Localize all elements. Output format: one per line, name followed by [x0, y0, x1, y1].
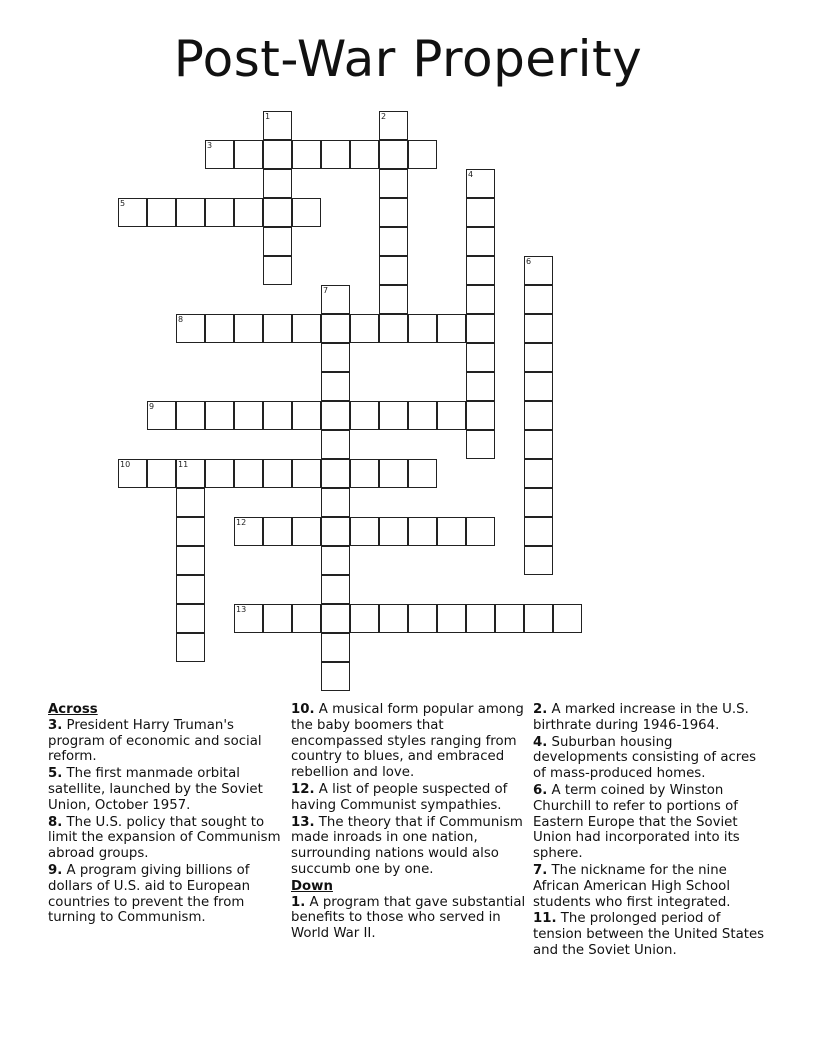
grid-cell[interactable]: [524, 459, 553, 488]
clue-down-11: 11. The prolonged period of tension between the United States and the Soviet Union.: [533, 911, 765, 958]
grid-cell[interactable]: [292, 140, 321, 169]
grid-cell[interactable]: [263, 227, 292, 256]
grid-cell[interactable]: [466, 343, 495, 372]
grid-cell[interactable]: [524, 256, 553, 285]
grid-cell[interactable]: [466, 430, 495, 459]
grid-cell[interactable]: [350, 401, 379, 430]
grid-cell[interactable]: [263, 401, 292, 430]
grid-cell[interactable]: [350, 314, 379, 343]
clue-down-7: 7. The nickname for the nine African American High School students who first integrated.: [533, 862, 731, 910]
grid-cell[interactable]: [466, 169, 495, 198]
clue-across-5: 5. The first manmade orbital satellite, launched by the Soviet Union, October 1957.: [48, 766, 263, 813]
grid-cell[interactable]: [408, 314, 437, 343]
grid-cell[interactable]: [234, 314, 263, 343]
grid-cell[interactable]: [263, 140, 292, 169]
grid-cell[interactable]: [466, 285, 495, 314]
grid-cell[interactable]: [321, 662, 350, 691]
grid-cell[interactable]: [118, 459, 147, 488]
grid-cell[interactable]: [292, 401, 321, 430]
clue-number: 3: [207, 141, 213, 150]
clue-across-3: 3. President Harry Truman's program of economic and social reform.: [48, 717, 262, 765]
grid-cell[interactable]: [408, 401, 437, 430]
clue-number: 4: [468, 170, 474, 179]
grid-cell[interactable]: [553, 604, 582, 633]
grid-cell[interactable]: [321, 546, 350, 575]
grid-cell[interactable]: [176, 546, 205, 575]
clue-number: 6: [526, 257, 532, 266]
grid-cell[interactable]: [321, 285, 350, 314]
grid-cell[interactable]: [321, 575, 350, 604]
grid-cell[interactable]: [379, 314, 408, 343]
grid-cell[interactable]: [176, 517, 205, 546]
grid-cell[interactable]: [234, 140, 263, 169]
grid-cell[interactable]: [379, 111, 408, 140]
clue-number: 9: [149, 402, 155, 411]
grid-cell[interactable]: [321, 430, 350, 459]
grid-cell[interactable]: [176, 314, 205, 343]
grid-cell[interactable]: [176, 198, 205, 227]
grid-cell[interactable]: [263, 111, 292, 140]
grid-cell[interactable]: [263, 256, 292, 285]
clue-across-10: 10. A musical form popular among the baby boomers that encompassed styles ranging from country to blues, and embraced rebellion and love.: [291, 702, 524, 781]
clue-down-2: 2. A marked increase in the U.S. birthrate during 1946-1964.: [533, 702, 749, 733]
grid-cell[interactable]: [437, 401, 466, 430]
grid-cell[interactable]: [321, 517, 350, 546]
clue-down-4: 4. Suburban housing developments consisting of acres of mass-produced homes.: [533, 734, 757, 782]
grid-cell[interactable]: [379, 198, 408, 227]
clue-across-8: 8. The U.S. policy that sought to limit the expansion of Communism abroad groups.: [48, 814, 281, 862]
clue-across-13: 13. The theory that if Communism made inroads in one nation, surrounding nations would also succumb one by one.: [291, 814, 523, 877]
grid-cell[interactable]: [176, 459, 205, 488]
grid-cell[interactable]: [379, 604, 408, 633]
clue-number: 2: [381, 112, 387, 121]
grid-cell[interactable]: [524, 343, 553, 372]
grid-cell[interactable]: [176, 604, 205, 633]
grid-cell[interactable]: [524, 488, 553, 517]
clue-number: 12: [236, 518, 247, 527]
grid-cell[interactable]: [350, 604, 379, 633]
grid-cell[interactable]: [321, 604, 350, 633]
grid-cell[interactable]: [350, 140, 379, 169]
clue-number: 10: [120, 460, 131, 469]
grid-cell[interactable]: [321, 459, 350, 488]
grid-cell[interactable]: [234, 459, 263, 488]
grid-cell[interactable]: [524, 546, 553, 575]
grid-cell[interactable]: [466, 227, 495, 256]
grid-cell[interactable]: [321, 314, 350, 343]
grid-cell[interactable]: [408, 517, 437, 546]
grid-cell[interactable]: [379, 285, 408, 314]
clue-number: 7: [323, 286, 329, 295]
clue-across-9: 9. A program giving billions of dollars of U.S. aid to European countries to prevent the from turning to Communism.: [48, 862, 251, 926]
grid-cell[interactable]: [466, 372, 495, 401]
grid-cell[interactable]: [147, 198, 176, 227]
clue-down-1: 1. A program that gave substantial benefits to those who served in World War II.: [291, 894, 526, 942]
grid-cell[interactable]: [205, 140, 234, 169]
grid-cell[interactable]: [205, 459, 234, 488]
grid-cell[interactable]: [263, 198, 292, 227]
grid-cell[interactable]: [466, 256, 495, 285]
grid-cell[interactable]: [437, 517, 466, 546]
grid-cell[interactable]: [524, 517, 553, 546]
grid-cell[interactable]: [408, 604, 437, 633]
clue-column-1: [48, 702, 284, 927]
grid-cell[interactable]: [321, 140, 350, 169]
grid-cell[interactable]: [524, 285, 553, 314]
clue-number: 5: [120, 199, 126, 208]
grid-cell[interactable]: [437, 604, 466, 633]
grid-cell[interactable]: [176, 575, 205, 604]
grid-cell[interactable]: [234, 198, 263, 227]
grid-cell[interactable]: [263, 604, 292, 633]
grid-cell[interactable]: [379, 256, 408, 285]
grid-cell[interactable]: [379, 227, 408, 256]
grid-cell[interactable]: [321, 343, 350, 372]
grid-cell[interactable]: [379, 459, 408, 488]
clue-number: 13: [236, 605, 247, 614]
grid-cell[interactable]: [321, 488, 350, 517]
grid-cell[interactable]: [466, 314, 495, 343]
grid-cell[interactable]: [263, 169, 292, 198]
grid-cell[interactable]: [321, 372, 350, 401]
clue-column-2: [291, 702, 527, 943]
grid-cell[interactable]: [466, 401, 495, 430]
grid-cell[interactable]: [205, 401, 234, 430]
grid-cell[interactable]: [263, 459, 292, 488]
grid-cell[interactable]: [321, 633, 350, 662]
grid-cell[interactable]: [524, 314, 553, 343]
grid-cell[interactable]: [292, 517, 321, 546]
clue-across-12: 12. A list of people suspected of having Communist sympathies.: [291, 781, 508, 813]
grid-cell[interactable]: [379, 169, 408, 198]
grid-cell[interactable]: [524, 430, 553, 459]
grid-cell[interactable]: [408, 140, 437, 169]
grid-cell[interactable]: [234, 604, 263, 633]
grid-cell[interactable]: [524, 372, 553, 401]
grid-cell[interactable]: [524, 401, 553, 430]
grid-cell[interactable]: [147, 401, 176, 430]
grid-cell[interactable]: [437, 314, 466, 343]
grid-cell[interactable]: [379, 517, 408, 546]
across-heading: Across: [48, 702, 98, 717]
grid-cell[interactable]: [379, 140, 408, 169]
grid-cell[interactable]: [292, 604, 321, 633]
clue-column-3: [533, 702, 769, 960]
grid-cell[interactable]: [147, 459, 176, 488]
grid-cell[interactable]: [350, 459, 379, 488]
grid-cell[interactable]: [234, 517, 263, 546]
clue-number: 8: [178, 315, 184, 324]
grid-cell[interactable]: [292, 314, 321, 343]
grid-cell[interactable]: [524, 604, 553, 633]
grid-cell[interactable]: [408, 459, 437, 488]
grid-cell[interactable]: [292, 459, 321, 488]
grid-cell[interactable]: [176, 488, 205, 517]
grid-cell[interactable]: [205, 314, 234, 343]
grid-cell[interactable]: [176, 401, 205, 430]
grid-cell[interactable]: [234, 401, 263, 430]
grid-cell[interactable]: [205, 198, 234, 227]
puzzle-title: Post-War Properity: [173, 30, 643, 88]
grid-cell[interactable]: [379, 401, 408, 430]
grid-cell[interactable]: [466, 198, 495, 227]
grid-cell[interactable]: [466, 604, 495, 633]
grid-cell[interactable]: [350, 517, 379, 546]
down-heading: Down: [291, 878, 333, 894]
clue-number: 11: [178, 460, 189, 469]
clue-number: 1: [265, 112, 271, 121]
grid-cell[interactable]: [466, 517, 495, 546]
clue-down-6: 6. A term coined by Winston Churchill to refer to portions of Eastern Europe that the Soviet Union had incorporated into its sphere.: [533, 782, 740, 862]
grid-cell[interactable]: [176, 633, 205, 662]
grid-cell[interactable]: [292, 198, 321, 227]
grid-cell[interactable]: [118, 198, 147, 227]
grid-cell[interactable]: [495, 604, 524, 633]
grid-cell[interactable]: [263, 314, 292, 343]
grid-cell[interactable]: [263, 517, 292, 546]
grid-cell[interactable]: [321, 401, 350, 430]
